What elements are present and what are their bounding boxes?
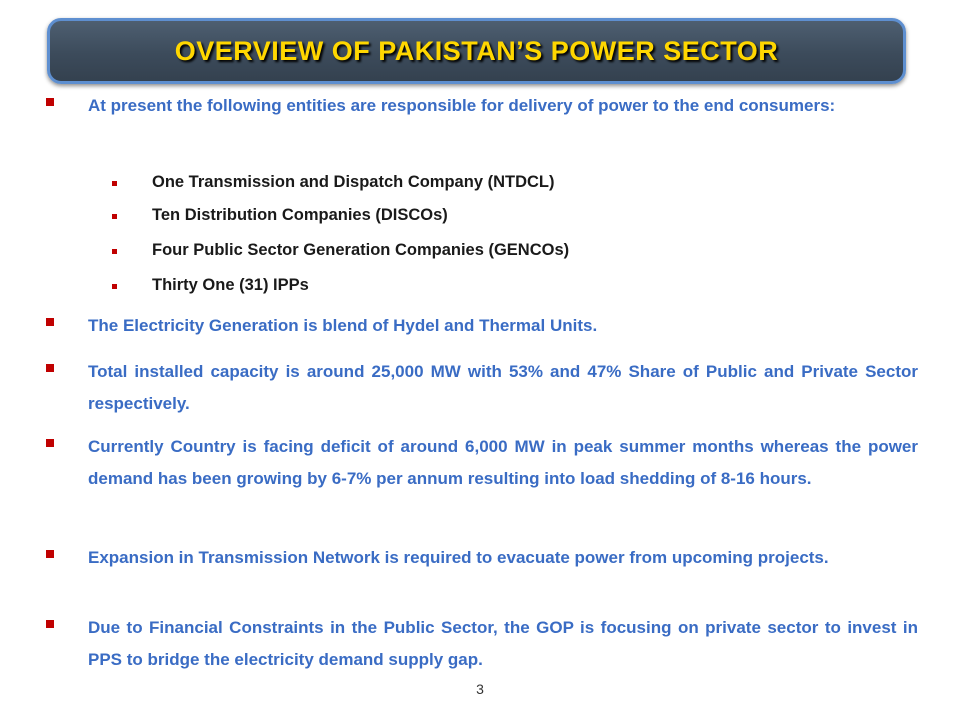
bullet-square-icon xyxy=(46,439,54,447)
sub-bullet-square-icon xyxy=(112,214,117,219)
bullet-square-icon xyxy=(46,550,54,558)
sub-bullet-square-icon xyxy=(112,181,117,186)
sub-bullet-square-icon xyxy=(112,249,117,254)
bullet-square-icon xyxy=(46,620,54,628)
bullet-text-deficit: Currently Country is facing deficit of around 6,000 MW in peak summer months whereas the power demand has been growing by 6-7% per annum resulting into load shedding of 8-16 hours. xyxy=(88,437,918,488)
bullet-text-entities: At present the following entities are responsible for delivery of power to the end consumers: xyxy=(88,96,836,115)
bullet-square-icon xyxy=(46,318,54,326)
bullet-text-financial: Due to Financial Constraints in the Public Sector, the GOP is focusing on private sector to invest in PPS to bridge the electricity demand supply gap. xyxy=(88,618,918,669)
bullet-square-icon xyxy=(46,98,54,106)
sub-bullet-ipps: Thirty One (31) IPPs xyxy=(152,276,309,294)
sub-bullet-ntdcl: One Transmission and Dispatch Company (NTDCL) xyxy=(152,173,555,191)
sub-bullet-square-icon xyxy=(112,284,117,289)
page-number: 3 xyxy=(476,681,484,697)
sub-bullet-discos: Ten Distribution Companies (DISCOs) xyxy=(152,206,448,224)
bullet-text-transmission: Expansion in Transmission Network is required to evacuate power from upcoming projects. xyxy=(88,548,829,567)
sub-bullet-gencos: Four Public Sector Generation Companies (GENCOs) xyxy=(152,241,570,259)
bullet-text-generation: The Electricity Generation is blend of Hydel and Thermal Units. xyxy=(88,316,598,335)
bullet-square-icon xyxy=(46,364,54,372)
bullet-text-capacity: Total installed capacity is around 25,000 MW with 53% and 47% Share of Public and Private Sector respectively. xyxy=(88,362,918,413)
slide-title: OVERVIEW OF PAKISTAN’S POWER SECTOR xyxy=(174,35,779,66)
